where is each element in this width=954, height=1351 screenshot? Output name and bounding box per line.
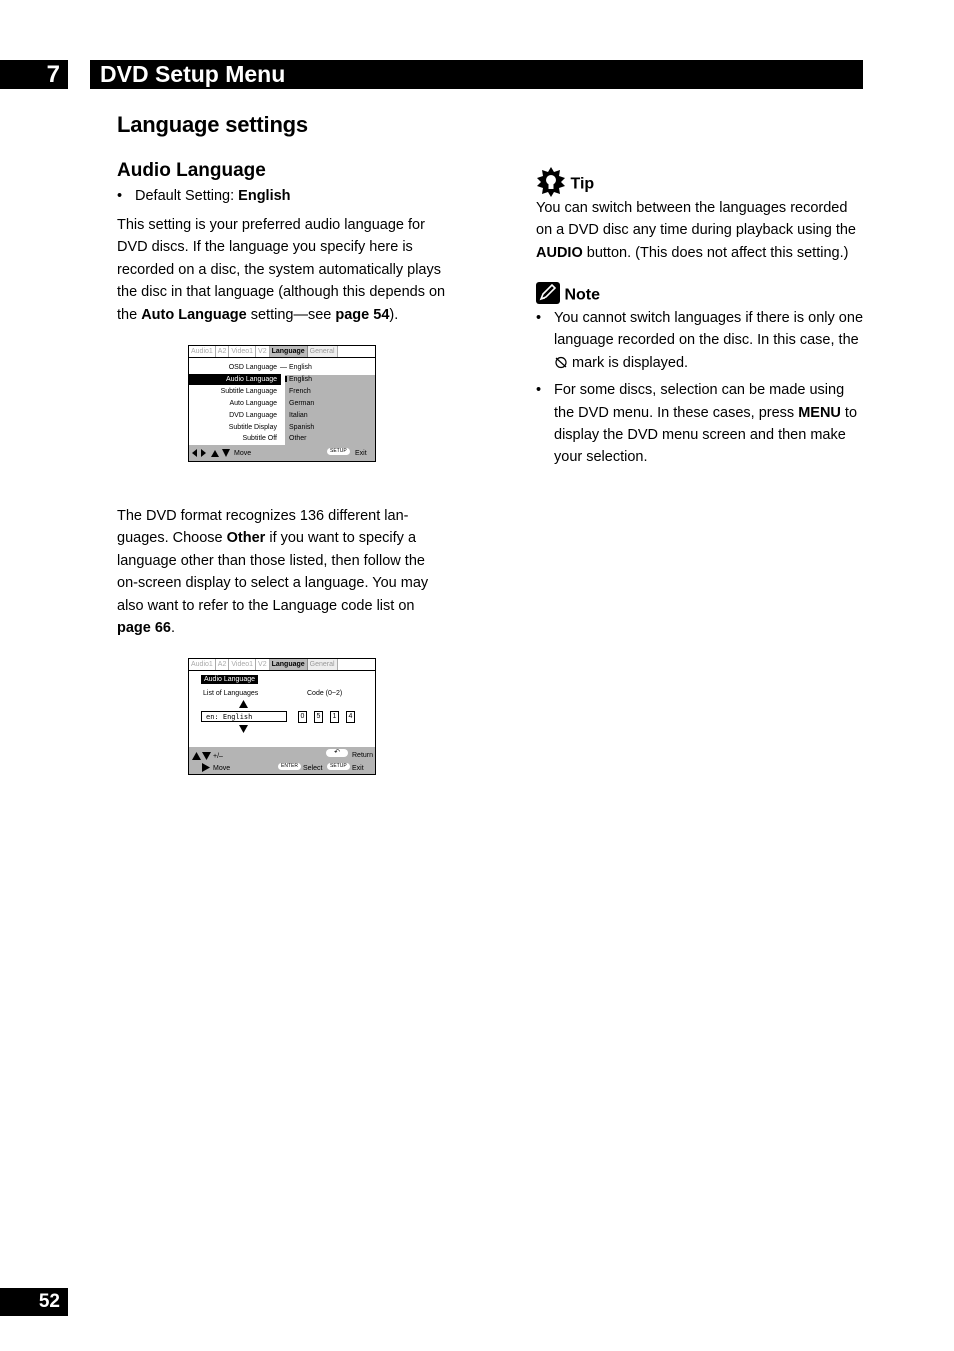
chapter-number: 7 [0, 60, 68, 89]
tip-text-c: button. (This does not affect this setting.) [582, 244, 849, 261]
tab-a2: A2 [216, 346, 230, 357]
tab-v2: V2 [256, 659, 270, 670]
para2-other: Other [226, 530, 266, 547]
note2-menu: MENU [798, 404, 841, 421]
osd-item: DVD Language [229, 412, 277, 419]
osd-option-selected [285, 376, 312, 383]
note-heading [536, 282, 600, 309]
pencil-icon [536, 282, 560, 309]
audio-language-title: Audio Language [117, 160, 266, 181]
default-label: Default Setting: [135, 188, 239, 204]
osd-option: English [289, 376, 312, 383]
list-label: List of Languages [203, 690, 259, 697]
tip-label: Tip [570, 175, 595, 193]
osd-footer-exit: Exit [355, 450, 367, 457]
note-item [536, 379, 866, 469]
dvd-format-paragraph [117, 505, 447, 639]
right-arrow-icon [202, 763, 210, 774]
osd-footer-move: Move [213, 765, 231, 772]
osd-item: Audio Language [226, 376, 277, 383]
osd-tabs [189, 659, 375, 671]
down-arrow-icon [239, 725, 248, 735]
osd-item: Auto Language [229, 400, 277, 407]
code-digit: 1 [330, 711, 339, 723]
setup-key: SETUP [327, 763, 350, 770]
tab-v2: V2 [256, 346, 270, 357]
para1-text: This setting is your preferred audio language for DVD discs. If the language you specify here is recorded on a disc, the system automatically plays the disc in that language (although this depends on the [117, 217, 446, 323]
note1-text-b: mark is displayed. [568, 354, 689, 371]
code-digit: 4 [346, 711, 355, 723]
tab-video1: Video1 [229, 346, 256, 357]
osd-option: German [289, 400, 315, 407]
note1-text: You cannot switch languages if there is only one language recorded on the disc. In this case, the [554, 310, 864, 349]
osd-footer-exit: Exit [352, 765, 364, 772]
page-number: 52 [0, 1288, 68, 1316]
osd-item: OSD Language [228, 364, 277, 371]
arrow-keys-icon [192, 448, 232, 460]
para1-end: ). [389, 306, 399, 323]
setup-key: SETUP [327, 448, 350, 455]
note-label: Note [564, 286, 601, 304]
tip-text-a: You can switch between the languages recorded on a DVD disc any time during playback using the [536, 200, 856, 239]
osd-current-value: — English [280, 364, 312, 371]
chapter-title: DVD Setup Menu [90, 60, 863, 89]
para2-text: The DVD format recognizes 136 different lan-guages. Choose [117, 508, 409, 547]
para2-text2: if you want to specify a language other than those listed, then follow the on-screen display to select a language. You may also want to refer to the Language code list on [117, 530, 429, 614]
tab-general: General [308, 346, 338, 357]
para1-text2: setting—see [246, 306, 336, 323]
osd-option: Other [289, 435, 307, 442]
default-setting: • Default Setting: English [117, 188, 291, 204]
note2-text: For some discs, selection can be made using the DVD menu. In these cases, press [554, 382, 845, 421]
language-field: en: English [201, 711, 287, 722]
tip-audio: AUDIO [536, 244, 583, 261]
audio-language-paragraph [117, 214, 447, 326]
tab-audio1: Audio1 [189, 346, 216, 357]
para2-page-ref: page 66 [117, 620, 171, 637]
osd-option: Spanish [289, 424, 315, 431]
default-value: English [238, 188, 291, 204]
note2-text-c: to display the DVD menu screen and then make your selection. [554, 404, 858, 466]
osd-screen-language-menu [188, 345, 376, 462]
osd-option: French [289, 388, 311, 395]
tab-language: Language [270, 659, 308, 670]
para2-end: . [171, 620, 176, 637]
osd-footer-return: Return [352, 752, 374, 759]
osd-item: Subtitle Language [220, 388, 277, 395]
tab-audio1: Audio1 [189, 659, 216, 670]
tab-a2: A2 [216, 659, 230, 670]
osd-footer-move: Move [234, 450, 252, 457]
enter-key: ENTER [278, 763, 301, 770]
tab-general: General [308, 659, 338, 670]
return-icon: ↶ [326, 749, 348, 757]
osd-item: Subtitle Off [242, 435, 277, 442]
up-down-arrows-icon [192, 751, 212, 762]
tab-video1: Video1 [229, 659, 256, 670]
osd-heading: Audio Language [201, 675, 258, 684]
para1-auto-language: Auto Language [141, 306, 247, 323]
code-label: Code (0~2) [307, 690, 343, 697]
code-digit: 0 [298, 711, 307, 723]
note-item [536, 307, 866, 374]
plus-minus-label: +/– [213, 753, 223, 760]
tip-text [536, 197, 866, 264]
osd-screen-audio-language [188, 658, 376, 775]
para1-page-ref: page 54 [335, 306, 390, 323]
tab-language: Language [270, 346, 308, 357]
section-title: Language settings [117, 112, 308, 137]
osd-option: Italian [289, 412, 308, 419]
note-list [536, 307, 866, 474]
osd-item: Subtitle Display [228, 424, 277, 431]
osd-tabs [189, 346, 375, 358]
up-arrow-icon [239, 700, 248, 710]
code-digit: 5 [314, 711, 323, 723]
prohibited-disc-icon [554, 355, 568, 371]
osd-footer-select: Select [303, 765, 323, 772]
